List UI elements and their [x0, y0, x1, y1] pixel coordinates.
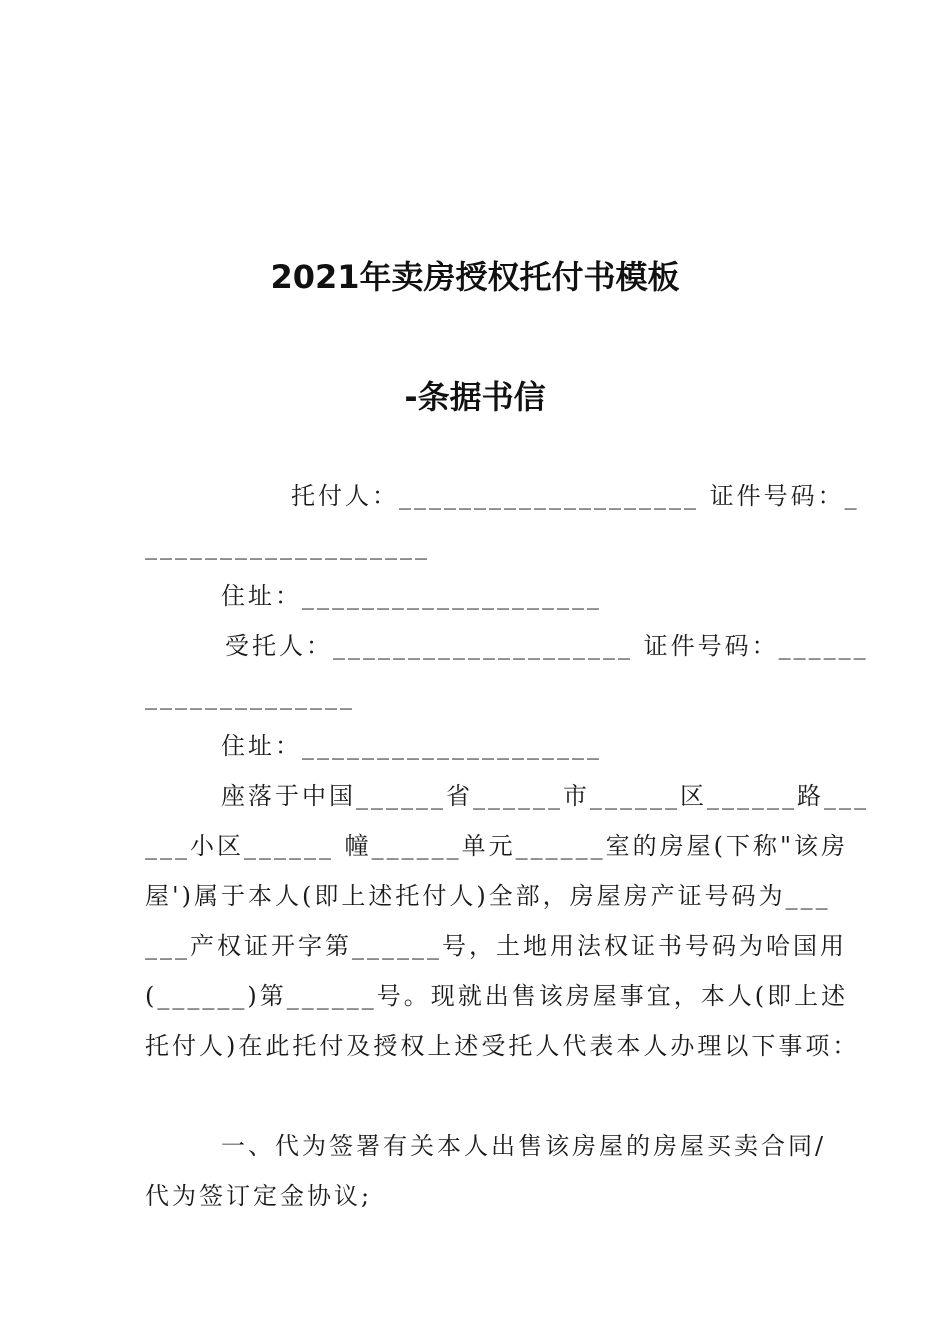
body-paragraph-line: 屋')属于本人(即上述托付人)全部，房屋房产证号码为___ [145, 882, 831, 910]
body-paragraph-line: 托付人)在此托付及授权上述受托人代表本人办理以下事项： [145, 1032, 860, 1060]
item-one-line: 一、代为签署有关本人出售该房屋的房屋买卖合同/ [221, 1132, 827, 1160]
principal-id-continued: ___________________ [145, 532, 430, 560]
document-title: 2021年卖房授权托付书模板 [270, 258, 680, 296]
document-subtitle: -条据书信 [404, 378, 546, 416]
principal-line: 托付人：____________________ 证件号码：_ [291, 482, 860, 510]
agent-line: 受托人：____________________ 证件号码：______ [225, 632, 869, 660]
body-paragraph-line: ___产权证开字第______号，土地用法权证书号码为哈国用 [145, 932, 847, 960]
principal-address-line: 住址：____________________ [221, 582, 602, 610]
body-paragraph-line: 座落于中国______省______市______区______路___ [221, 782, 869, 810]
item-one-line: 代为签订定金协议; [145, 1182, 373, 1210]
agent-id-continued: ______________ [145, 682, 355, 710]
agent-address-line: 住址：____________________ [221, 732, 602, 760]
body-paragraph-line: (______)第______号。现就出售该房屋事宜，本人(即上述 [145, 982, 849, 1010]
body-paragraph-line: ___小区______ 幢______单元______室的房屋(下称"该房 [145, 832, 849, 860]
